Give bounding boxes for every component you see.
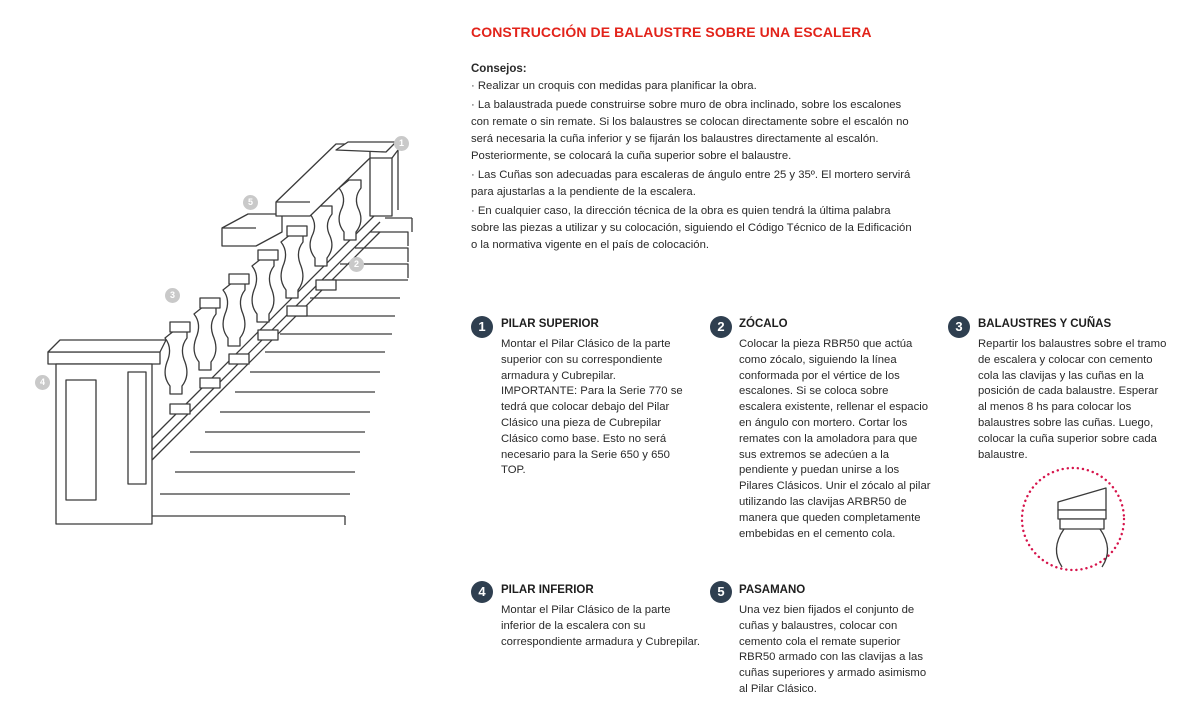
page-title: CONSTRUCCIÓN DE BALAUSTRE SOBRE UNA ESCALERA bbox=[471, 24, 872, 40]
step-number-badge: 5 bbox=[710, 581, 732, 603]
staircase-illustration bbox=[0, 0, 460, 560]
tip-item: · Las Cuñas son adecuadas para escaleras de ángulo entre 25 y 35º. El mortero servirá para ajustarlas a la pendiente de la escalera. bbox=[471, 169, 911, 198]
step-body: Colocar la pieza RBR50 que actúa como zócalo, siguiendo la línea conformada por el vértice de los escalones. Si se coloca sobre escalera existente, rellenar el espacio en ángulo con mortero. Cortar los remates con la amoladora para que sus extremos se adecúen a la pendiente y puedan unirse a los Pilares Clásicos. Unir el zócalo al pilar utilizando las clavijas ARBR50 de manera que queden completamente embebidas en el cemento cola. bbox=[739, 338, 931, 540]
step-number-badge: 2 bbox=[710, 316, 732, 338]
diagram-label-4: 4 bbox=[35, 375, 50, 390]
step-number-badge: 3 bbox=[948, 316, 970, 338]
lower-pillar bbox=[48, 340, 166, 524]
step-title: ZÓCALO bbox=[739, 318, 788, 330]
diagram-label-5: 5 bbox=[243, 195, 258, 210]
step-title: PASAMANO bbox=[739, 584, 806, 596]
wedge-shape bbox=[1058, 488, 1106, 510]
step-title: PILAR SUPERIOR bbox=[501, 318, 599, 330]
step-number-badge: 1 bbox=[471, 316, 493, 338]
diagram-label-3: 3 bbox=[165, 288, 180, 303]
step-body: Una vez bien fijados el conjunto de cuñas y balaustres, colocar con cemento cola el remate superior RBR50 armado con las clavijas a las cuñas superiores y armado asimismo al Pilar Clásico. bbox=[739, 604, 927, 695]
step-body: Montar el Pilar Clásico de la parte superior con su correspondiente armadura y Cubrepilar. IMPORTANTE: Para la Serie 770 se tedrá que colocar debajo del Pilar Clásico una pieza de Cubrepilar Clásico como base. Esto no será necesario para la Serie 650 y 650 TOP. bbox=[501, 338, 683, 477]
tip-item: · Realizar un croquis con medidas para planificar la obra. bbox=[471, 80, 757, 92]
step-title: PILAR INFERIOR bbox=[501, 584, 594, 596]
wedge-base bbox=[1058, 510, 1106, 519]
tips-section bbox=[471, 61, 921, 256]
step-body: Montar el Pilar Clásico de la parte inferior de la escalera con su correspondiente armadura y Cubrepilar. bbox=[501, 604, 701, 648]
tips-heading: Consejos: bbox=[471, 63, 527, 75]
wedges bbox=[170, 226, 336, 414]
step-number-badge: 4 bbox=[471, 581, 493, 603]
stair-steps bbox=[150, 218, 412, 525]
step-title: BALAUSTRES Y CUÑAS bbox=[978, 318, 1112, 330]
wedge-detail-illustration bbox=[1018, 466, 1130, 574]
diagram-label-2: 2 bbox=[349, 257, 364, 272]
step-body: Repartir los balaustres sobre el tramo de escalera y colocar con cemento cola las clavijas y las cuñas en la posición de cada balaustre. Esperar al menos 8 hs para colocar los balaustres sobre las cuñas. Luego, colocar la cuña superior sobre cada balaustre. bbox=[978, 338, 1167, 461]
diagram-label-1: 1 bbox=[394, 136, 409, 151]
tip-item: · La balaustrada puede construirse sobre muro de obra inclinado, sobre los escalones con remate o sin remate. Si los balaustres se colocan directamente sobre el escalón no será necesaria la cuña inferior y se fijarán los balaustres directamente al escalón. Posteriormente, se colocará la cuña superior sobre el balaustre. bbox=[471, 99, 909, 162]
tip-item: · En cualquier caso, la dirección técnica de la obra es quien tendrá la última palabra sobre las piezas a utilizar y su colocación, siguiendo el Código Técnico de la Edificación o la normativa vigente en el país de colocación. bbox=[471, 205, 912, 251]
